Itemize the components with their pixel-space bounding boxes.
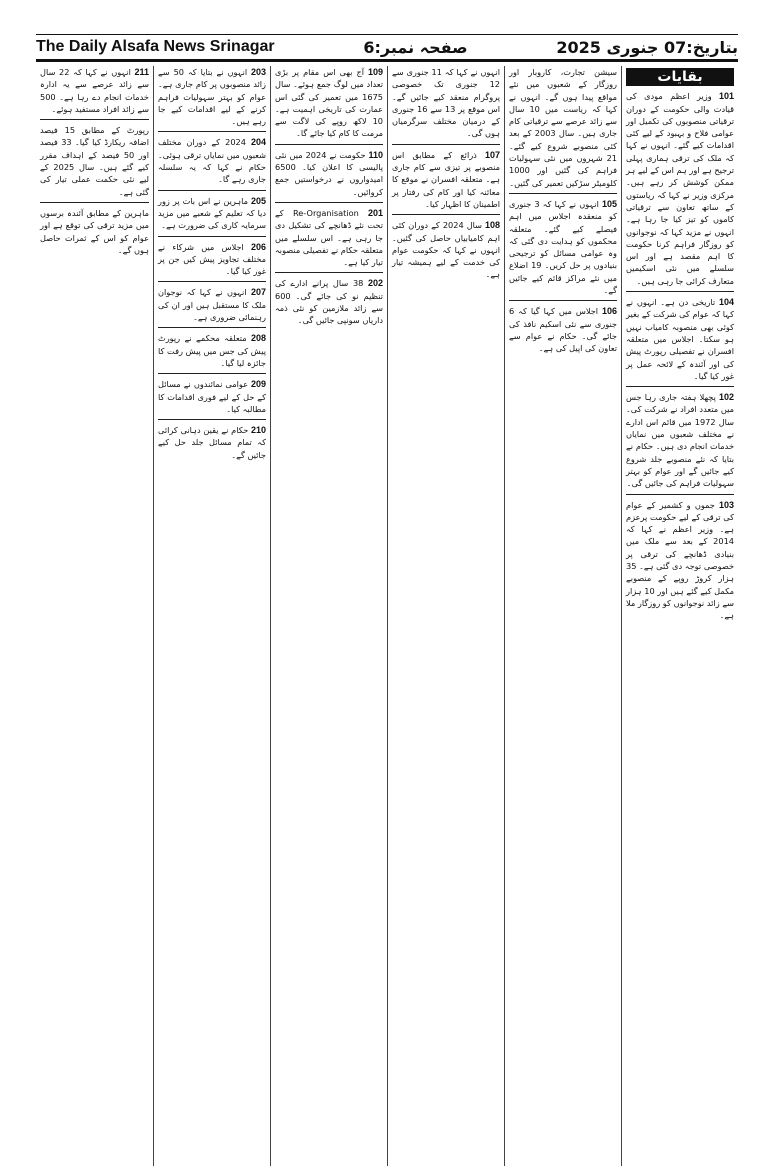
continuation-number: 104 (715, 297, 734, 308)
divider (158, 419, 266, 420)
continuation-number: 204 (245, 137, 266, 148)
article-paragraph (509, 198, 617, 296)
article-paragraph (158, 424, 266, 461)
article-paragraph (158, 378, 266, 415)
divider (158, 327, 266, 328)
continuation-number: 110 (365, 149, 383, 160)
divider (275, 202, 383, 203)
article-text: انہوں نے کہا کہ 22 سال سے زائد عرصے سے یہ ادارہ خدمات انجام دے رہا ہے۔ 500 سے زائد افراد مستفید ہوئے۔ (40, 67, 149, 114)
article-text: انہوں نے کہا کہ 3 جنوری کو منعقدہ اجلاس میں اہم فیصلے کیے گئے۔ متعلقہ محکموں کو ہدایت دی گئی کہ وہ عوامی مسائل کو ترجیحی بنیادوں پر حل کریں۔ 19 اضلاع میں نئے مراکز قائم کیے جائیں گے۔ (509, 198, 617, 296)
divider (626, 386, 734, 387)
article-text: انہوں نے بتایا کہ 50 سے زائد منصوبوں پر کام جاری ہے۔ عوام کو بہتر سہولیات فراہم کرنے کے لیے اقدامات کیے جا رہے ہیں۔ (158, 67, 266, 127)
article-text: اجلاس میں کہا گیا کہ 6 جنوری سے نئی اسکیم نافذ کی جائے گی۔ حکام نے عوام سے تعاون کی اپیل کی ہے۔ (509, 306, 617, 354)
article-paragraph (158, 241, 266, 278)
divider (392, 214, 500, 215)
divider (626, 291, 734, 292)
article-paragraph (626, 499, 734, 622)
divider (509, 300, 617, 301)
divider (509, 193, 617, 194)
divider (158, 190, 266, 191)
article-paragraph (158, 136, 266, 185)
article-text: ماہرین کے مطابق آئندہ برسوں میں مزید ترقی کی توقع ہے اور عوام کو اس کے ثمرات حاصل ہوں گے۔ (40, 207, 149, 255)
continuation-number: 201 (358, 207, 383, 218)
article-text: 2024 کے دوران مختلف شعبوں میں نمایاں ترقی ہوئی۔ حکام نے کہا کہ یہ سلسلہ جاری رہے گا۔ (158, 137, 266, 185)
article-text: جموں و کشمیر کے عوام کی ترقی کے لیے حکومت پرعزم ہے۔ وزیر اعظم نے کہا کہ 2014 کے بعد سے ملک میں بنیادی ڈھانچے کی ترقی پر خصوصی توجہ دی گئی ہے۔ 35 ہزار کروڑ روپے کے منصوبے مکمل کیے گئے ہیں اور 10 ہزار سے زائد نوجوانوں کو روزگار ملا ہے۔ (626, 499, 734, 621)
column-col4 (270, 66, 387, 1166)
date-label: بتاریخ:07 جنوری 2025 (556, 37, 738, 57)
article-paragraph (392, 149, 500, 210)
article-text: عوامی نمائندوں نے مسائل کے حل کے لیے فوری اقدامات کا مطالبہ کیا۔ (158, 379, 266, 414)
divider (275, 272, 383, 273)
article-text: سال 2024 کے دوران کئی اہم کامیابیاں حاصل کی گئیں۔ انہوں نے کہا کہ حکومت عوام کی خدمت کے لیے ہمیشہ تیار ہے۔ (392, 220, 500, 280)
article-paragraph (626, 391, 734, 489)
article-text: انہوں نے کہا کہ نوجوان ملک کا مستقبل ہیں اور ان کی رہنمائی ضروری ہے۔ (158, 287, 266, 323)
article-paragraph (392, 219, 500, 280)
article-text: ماہرین نے اس بات پر زور دیا کہ تعلیم کے شعبے میں مزید سرمایہ کاری کی ضرورت ہے۔ (158, 195, 266, 231)
article-text: متعلقہ محکمے نے رپورٹ پیش کی جس میں پیش رفت کا جائزہ لیا گیا۔ (158, 333, 266, 368)
article-text: وزیر اعظم مودی کی قیادت والی حکومت کے دوران ترقیاتی منصوبوں کی تکمیل اور عوامی فلاح و بہبود کے لیے کئی اقدامات کیے گئے۔ انہوں نے کہا کہ ملک کی ترقی ہماری پہلی ترجیح ہے اور ہم اس کے لیے ہر ممکن کوشش کر رہے ہیں۔ مرکزی وزیر نے کہا کہ ریاستوں کے ساتھ تعاون سے ترقیاتی کاموں کو تیز کیا جا رہا ہے۔ انہوں نے مزید کہا کہ نوجوانوں کو روزگار فراہم کرنا حکومت کا اہم مقصد ہے اور اس سلسلے میں نئی اسکیمیں متعارف کرائی جا رہی ہیں۔ (626, 91, 734, 286)
article-paragraph (158, 286, 266, 323)
article-columns (36, 66, 738, 1166)
divider (40, 119, 149, 120)
article-paragraph (509, 66, 617, 189)
continuation-number: 208 (246, 333, 266, 344)
article-text: سیشن تجارت، کاروبار اور روزگار کے شعبوں میں نئے مواقع پیدا ہوں گے۔ انہوں نے کہا کہ ریاست میں 10 سال سے زائد عرصے سے ترقیاتی کام جاری ہیں۔ سال 2003 کے بعد کئی منصوبے شروع کیے گئے۔ 21 شہروں میں نئی سہولیات فراہم کی گئیں اور 1000 کلومیٹر سڑکیں تعمیر کی گئیں۔ (509, 67, 618, 188)
column-col5 (153, 66, 270, 1166)
article-text: اجلاس میں شرکاء نے مختلف تجاویز پیش کیں جن پر غور کیا گیا۔ (158, 241, 266, 277)
page-number-label: صفحہ نمبر:6 (363, 37, 468, 57)
article-paragraph (40, 124, 149, 198)
continuation-number: 211 (130, 67, 149, 77)
continuation-number: 207 (246, 287, 266, 298)
article-text: حکومت نے 2024 میں نئی پالیسی کا اعلان کیا۔ 6500 امیدواروں نے درخواستیں جمع کروائیں۔ (275, 149, 383, 197)
continuation-number: 101 (711, 91, 734, 102)
article-text: تاریخی دن ہے۔ انہوں نے کہا کہ عوام کی شرکت کے بغیر کوئی بھی منصوبہ کامیاب نہیں ہو سکتا۔ اجلاس میں متعلقہ افسران نے تفصیلی رپورٹ پیش کی اور آئندہ کے لائحہ عمل پر غور کیا گیا۔ (626, 297, 734, 381)
continuation-number: 210 (248, 425, 266, 436)
article-paragraph (275, 277, 383, 326)
masthead (36, 34, 738, 62)
article-paragraph (275, 149, 383, 198)
continuation-number: 206 (243, 241, 266, 252)
article-text: Re-Organisation کے تحت نئے ڈھانچے کی تشکیل دی جا رہی ہے۔ اس سلسلے میں متعلقہ حکام نے تفصیلی منصوبہ تیار کیا ہے۔ (275, 207, 383, 268)
article-text: رپورٹ کے مطابق 15 فیصد اضافہ ریکارڈ کیا گیا۔ 33 فیصد اور 50 فیصد کے اہداف مقرر کیے گئے ہیں۔ سال 2025 کے لیے نئی حکمت عملی تیار کی گئی ہے۔ (40, 125, 149, 197)
continuation-number: 105 (598, 198, 617, 209)
article-paragraph (158, 332, 266, 369)
column-col1 (621, 66, 738, 1166)
article-text: آج بھی اس مقام پر بڑی تعداد میں لوگ جمع ہوئے۔ سال 1675 میں تعمیر کی گئی اس عمارت کی تاریخی اہمیت ہے۔ 10 لاکھ روپے کی لاگت سے مرمت کا کام کیا جائے گا۔ (275, 67, 383, 139)
column-col3 (387, 66, 504, 1166)
article-paragraph (158, 195, 266, 232)
article-paragraph (275, 207, 383, 268)
newspaper-title: The Daily Alsafa News Srinagar (36, 38, 275, 55)
divider (626, 494, 734, 495)
article-paragraph (392, 66, 500, 140)
article-paragraph (509, 305, 617, 354)
continuation-number: 203 (247, 67, 266, 77)
article-text: حکام نے یقین دہانی کرائی کہ تمام مسائل جلد حل کیے جائیں گے۔ (158, 425, 266, 460)
article-text: ذرائع کے مطابق اس منصوبے پر تیزی سے کام جاری ہے۔ متعلقہ افسران نے موقع کا معائنہ کیا اور کام کی رفتار پر اطمینان کا اظہار کیا۔ (392, 149, 500, 209)
article-paragraph (626, 296, 734, 382)
divider (158, 373, 266, 374)
article-paragraph (40, 207, 149, 256)
article-text: 38 سال پرانے ادارے کی تنظیم نو کی جائے گی۔ 600 سے زائد ملازمین کو نئی ذمہ داریاں سونپی جائیں گی۔ (275, 278, 383, 326)
section-banner: بقایات (626, 68, 734, 86)
continuation-number: 109 (364, 67, 383, 77)
divider (158, 281, 266, 282)
continuation-number: 209 (248, 379, 266, 390)
article-text: پچھلا ہفتہ جاری رہا جس میں متعدد افراد نے شرکت کی۔ سال 1972 میں قائم اس ادارے نے مختلف شعبوں میں نمایاں خدمات انجام دی ہیں۔ حکام نے بتایا کہ نئے منصوبے جلد شروع کیے جائیں گے اور عوام کو بہتر سہولیات فراہم کی جائیں گی۔ (626, 392, 734, 489)
column-col6 (36, 66, 153, 1166)
column-col2 (504, 66, 621, 1166)
article-paragraph (158, 66, 266, 127)
continuation-number: 202 (363, 278, 383, 289)
article-paragraph (40, 66, 149, 115)
divider (158, 131, 266, 132)
article-text: انہوں نے کہا کہ 11 جنوری سے 12 جنوری تک خصوصی پروگرام منعقد کیے جائیں گے۔ اس موقع پر 13 سے 16 جنوری کے درمیان مختلف سرگرمیاں ہوں گی۔ (392, 67, 500, 139)
divider (275, 144, 383, 145)
article-paragraph (626, 90, 734, 287)
continuation-number: 107 (476, 149, 500, 160)
divider (392, 144, 500, 145)
divider (158, 236, 266, 237)
divider (40, 202, 149, 203)
continuation-number: 102 (715, 392, 734, 403)
continuation-number: 103 (714, 499, 734, 510)
continuation-number: 205 (248, 195, 266, 206)
continuation-number: 108 (482, 220, 500, 231)
article-paragraph (275, 66, 383, 140)
continuation-number: 106 (598, 306, 617, 317)
